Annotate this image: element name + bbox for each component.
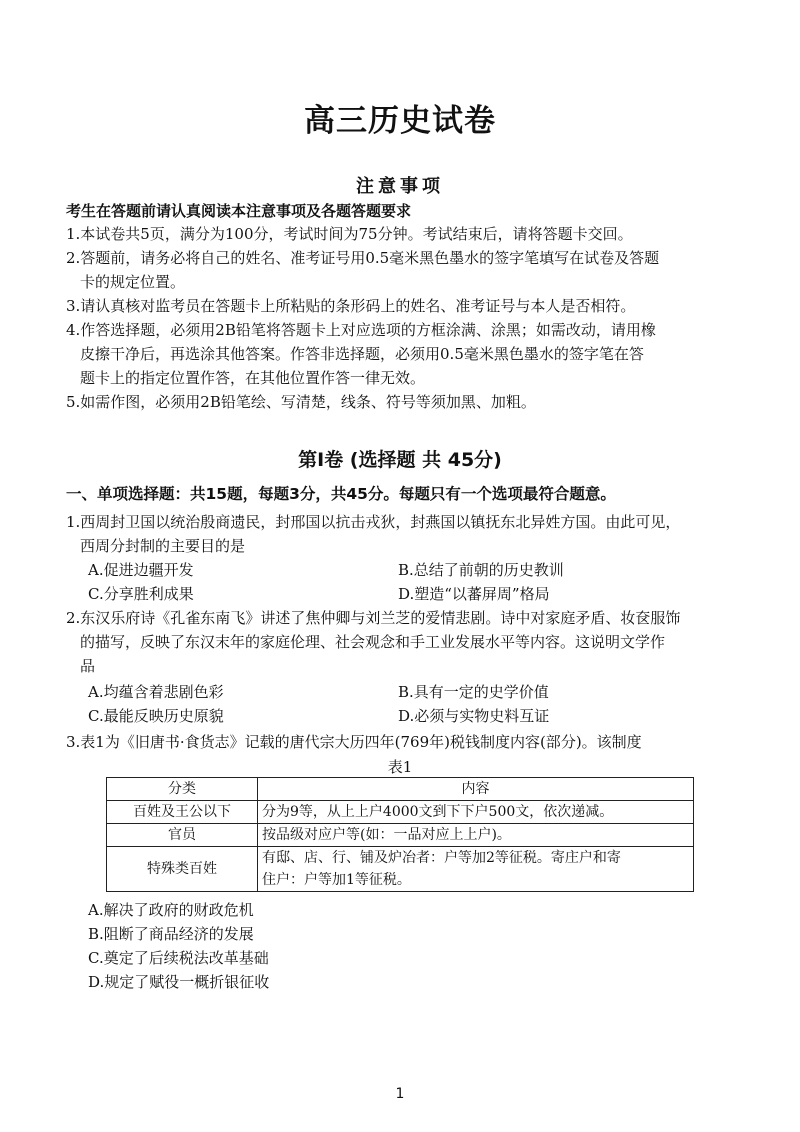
table-row xyxy=(107,824,694,847)
stem-line: 1.西周封卫国以统治殷商遗民，封邢国以抗击戎狄，封燕国以镇抚东北异姓方国。由此可见， xyxy=(66,513,681,531)
table-header: 内容 xyxy=(258,778,694,801)
table-row xyxy=(107,847,694,892)
exam-title: 高三历史试卷 xyxy=(304,103,496,139)
option-c: C.分享胜利成果 xyxy=(88,585,194,603)
notice-line: 1.本试卷共5页，满分为100分，考试时间为75分钟。考试结束后，请将答题卡交回。 xyxy=(66,225,633,243)
option-c: C.奠定了后续税法改革基础 xyxy=(88,949,269,967)
option-b: B.阻断了商品经济的发展 xyxy=(88,925,254,943)
notice-item xyxy=(66,318,746,390)
option-b: B.总结了前朝的历史教训 xyxy=(398,561,564,579)
option-d: D.规定了赋役一概折银征收 xyxy=(88,973,270,991)
question-3-options xyxy=(88,898,269,994)
cell-line: 分为9等，从上上户4000文到下下户500文，依次递减。 xyxy=(262,804,614,820)
notice-line: 题卡上的指定位置作答，在其他位置作答一律无效。 xyxy=(80,369,426,387)
table-cell-category: 特殊类百姓 xyxy=(107,847,258,892)
notice-line: 4.作答选择题，必须用2B铅笔将答题卡上对应选项的方框涂满、涂黑；如需改动，请用橡 xyxy=(66,321,656,339)
page-number: 1 xyxy=(395,1086,405,1102)
table-row xyxy=(107,801,694,824)
section-title: 第I卷 (选择题 共 45分) xyxy=(298,449,502,471)
table-caption: 表1 xyxy=(387,758,413,776)
notice-line: 3.请认真核对监考员在答题卡上所粘贴的条形码上的姓名、准考证号与本人是否相符。 xyxy=(66,297,636,315)
option-a: A.促进边疆开发 xyxy=(88,561,194,579)
stem-line: 西周分封制的主要目的是 xyxy=(80,537,246,555)
option-a: A.均蕴含着悲剧色彩 xyxy=(88,683,224,701)
option-a: A.解决了政府的财政危机 xyxy=(88,901,254,919)
notice-item xyxy=(66,222,746,246)
notice-line: 2.答题前，请务必将自己的姓名、准考证号用0.5毫米黑色墨水的签字笔填写在试卷及答题 xyxy=(66,249,660,267)
notice-list xyxy=(66,222,746,414)
table-header: 分类 xyxy=(107,778,258,801)
part-title: 一、单项选择题：共15题，每题3分，共45分。每题只有一个选项最符合题意。 xyxy=(66,485,616,503)
table-cell-content xyxy=(258,801,694,824)
notice-item xyxy=(66,246,746,294)
notice-line: 皮擦干净后，再选涂其他答案。作答非选择题，必须用0.5毫米黑色墨水的签字笔在答 xyxy=(80,345,644,363)
notice-item xyxy=(66,294,746,318)
table-cell-category: 官员 xyxy=(107,824,258,847)
tax-table xyxy=(106,777,694,892)
notice-line: 卡的规定位置。 xyxy=(80,273,186,291)
stem-line: 2.东汉乐府诗《孔雀东南飞》讲述了焦仲卿与刘兰芝的爱情悲剧。诗中对家庭矛盾、妆奁服饰 xyxy=(66,609,681,627)
table-cell-content xyxy=(258,847,694,892)
question-2-options xyxy=(88,680,708,728)
table-cell-content xyxy=(258,824,694,847)
notice-title: 注意事项 xyxy=(356,176,444,197)
question-3-stem: 3.表1为《旧唐书·食货志》记载的唐代宗大历四年(769年)税钱制度内容(部分)。该制度 xyxy=(66,733,642,751)
cell-line: 住户：户等加1等征税。 xyxy=(262,872,411,888)
cell-line: 按品级对应户等(如：一品对应上上户)。 xyxy=(262,827,511,843)
notice-line: 5.如需作图，必须用2B铅笔绘、写清楚，线条、符号等须加黑、加粗。 xyxy=(66,393,536,411)
option-c: C.最能反映历史原貌 xyxy=(88,707,224,725)
table-header-row xyxy=(107,778,694,801)
option-d: D.塑造“以蕃屏周”格局 xyxy=(398,585,550,603)
option-b: B.具有一定的史学价值 xyxy=(398,683,549,701)
stem-line: 的描写，反映了东汉末年的家庭伦理、社会观念和手工业发展水平等内容。这说明文学作 xyxy=(80,633,666,651)
question-1-stem xyxy=(66,510,756,558)
notice-subtitle: 考生在答题前请认真阅读本注意事项及各题答题要求 xyxy=(66,202,412,220)
stem-line: 品 xyxy=(80,657,96,675)
question-1-options xyxy=(88,558,708,606)
option-d: D.必须与实物史料互证 xyxy=(398,707,550,725)
table-cell-category: 百姓及王公以下 xyxy=(107,801,258,824)
cell-line: 有邸、店、行、铺及炉冶者：户等加2等征税。寄庄户和寄 xyxy=(262,850,621,866)
question-2-stem xyxy=(66,606,756,678)
notice-item xyxy=(66,390,746,414)
